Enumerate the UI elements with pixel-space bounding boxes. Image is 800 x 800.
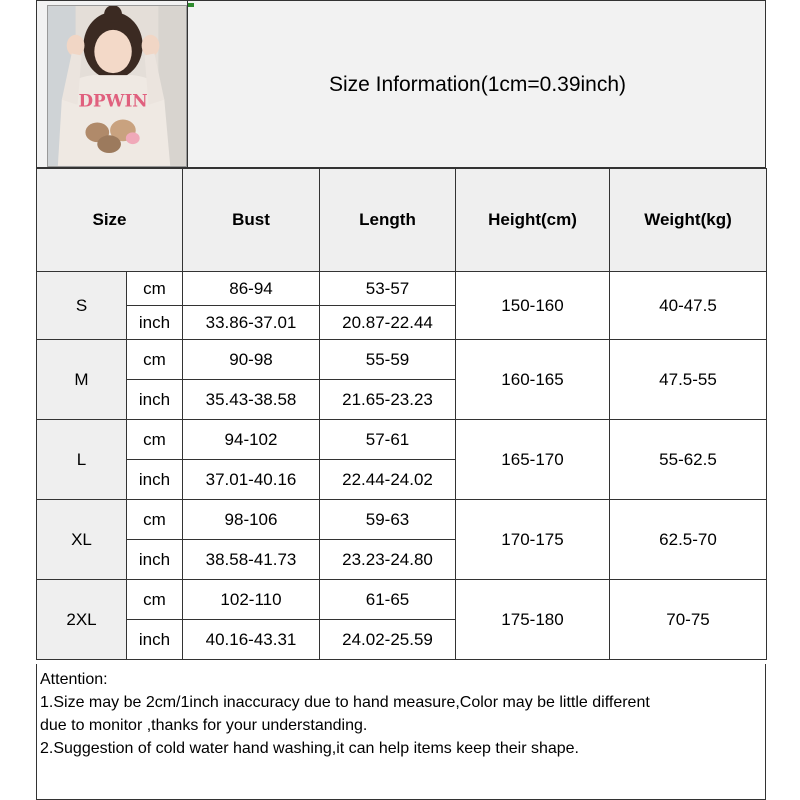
unit-cm-label: cm [127,580,183,620]
length-cm-cell: 57-61 [320,420,456,460]
attention-line-2: due to monitor ,thanks for your understanding. [40,717,368,734]
model-photo-icon [48,6,186,166]
size-label: XL [37,500,127,580]
column-header-height: Height(cm) [456,169,610,272]
bust-cm-cell: 94-102 [183,420,320,460]
attention-line-1: 1.Size may be 2cm/1inch inaccuracy due to hand measure,Color may be little different [40,694,650,711]
attention-line-3: 2.Suggestion of cold water hand washing,it can help items keep their shape. [40,740,579,757]
column-header-weight: Weight(kg) [610,169,767,272]
bust-cm-cell: 90-98 [183,340,320,380]
column-header-bust: Bust [183,169,320,272]
bust-inch-cell: 35.43-38.58 [183,380,320,420]
height-cell: 170-175 [456,500,610,580]
size-label: 2XL [37,580,127,660]
table-row [37,340,767,380]
weight-cell: 40-47.5 [610,272,767,340]
bust-cm-cell: 86-94 [183,272,320,306]
height-cell: 150-160 [456,272,610,340]
length-inch-cell: 24.02-25.59 [320,620,456,660]
bust-cm-cell: 102-110 [183,580,320,620]
table-row [37,420,767,460]
bust-inch-cell: 37.01-40.16 [183,460,320,500]
bust-cm-cell: 98-106 [183,500,320,540]
length-inch-cell: 21.65-23.23 [320,380,456,420]
table-header-row [37,169,767,272]
weight-cell: 47.5-55 [610,340,767,420]
table-row [37,580,767,620]
column-header-size: Size [37,169,183,272]
size-chart [36,0,766,800]
weight-cell: 55-62.5 [610,420,767,500]
header-block [36,0,766,168]
length-inch-cell: 22.44-24.02 [320,460,456,500]
height-cell: 160-165 [456,340,610,420]
size-table [36,168,767,660]
table-row [37,272,767,306]
size-label: M [37,340,127,420]
bust-inch-cell: 38.58-41.73 [183,540,320,580]
unit-inch-label: inch [127,540,183,580]
length-cm-cell: 53-57 [320,272,456,306]
weight-cell: 70-75 [610,580,767,660]
model-photo [47,5,187,167]
unit-inch-label: inch [127,620,183,660]
unit-inch-label: inch [127,306,183,340]
size-label: S [37,272,127,340]
bust-inch-cell: 40.16-43.31 [183,620,320,660]
size-label: L [37,420,127,500]
attention-heading: Attention: [40,671,108,688]
length-cm-cell: 61-65 [320,580,456,620]
unit-inch-label: inch [127,460,183,500]
length-cm-cell: 59-63 [320,500,456,540]
page-title: Size Information(1cm=0.39inch) [328,73,627,96]
bust-inch-cell: 33.86-37.01 [183,306,320,340]
column-header-length: Length [320,169,456,272]
length-inch-cell: 23.23-24.80 [320,540,456,580]
unit-cm-label: cm [127,500,183,540]
weight-cell: 62.5-70 [610,500,767,580]
svg-text:DPWIN: DPWIN [78,90,148,111]
length-cm-cell: 55-59 [320,340,456,380]
unit-cm-label: cm [127,340,183,380]
unit-cm-label: cm [127,420,183,460]
height-cell: 175-180 [456,580,610,660]
height-cell: 165-170 [456,420,610,500]
attention-notes [36,664,766,800]
unit-inch-label: inch [127,380,183,420]
unit-cm-label: cm [127,272,183,306]
table-row [37,500,767,540]
length-inch-cell: 20.87-22.44 [320,306,456,340]
